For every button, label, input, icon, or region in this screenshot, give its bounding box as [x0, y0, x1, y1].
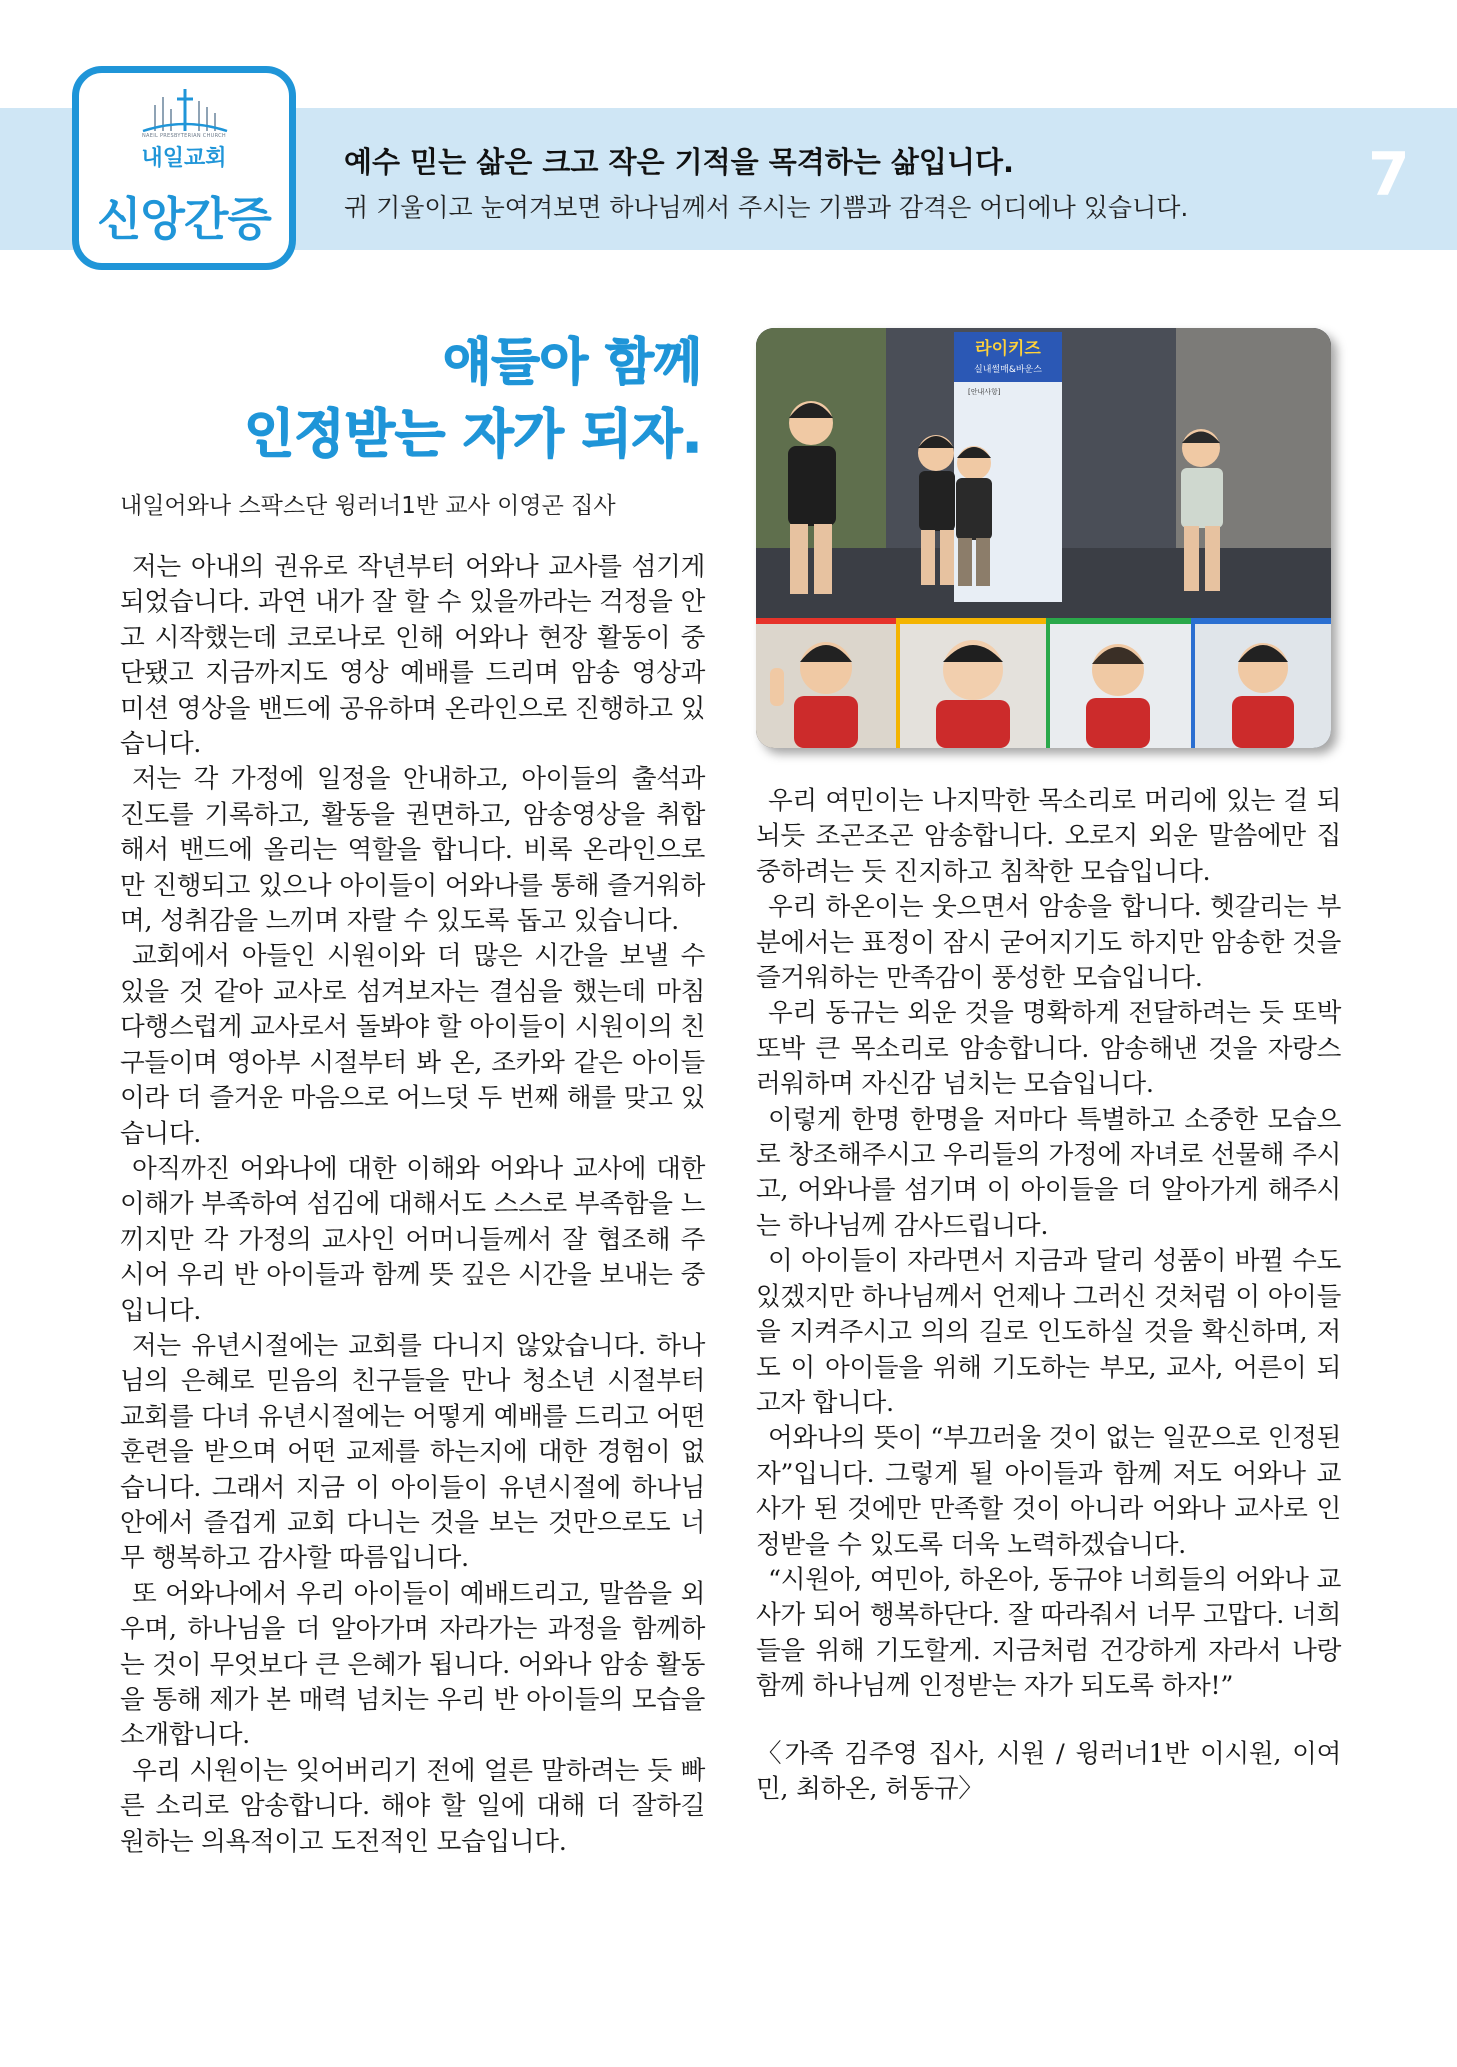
header-subheadline: 귀 기울이고 눈여겨보면 하나님께서 주시는 기쁨과 감격은 어디에나 있습니다. [344, 193, 1189, 222]
paragraph: 저는 아내의 권유로 작년부터 어와나 교사를 섬기게 되었습니다. 과연 내가 잘 할 수 있을까라는 걱정을 안고 시작했는데 코로나로 인해 어와나 현장 활동이 중단됐고 지금까지도 영상 예배를 드리며 암송 영상과 미션 영상을 밴드에 공유하며 온라인으로 진행하고 있습니다. [120, 552, 705, 760]
article-title-line1: 얘들아 함께 [443, 333, 702, 391]
paragraph: 또 어와나에서 우리 아이들이 예배드리고, 말씀을 외우며, 하나님을 더 알아가며 자라가는 과정을 함께하는 것이 무엇보다 큰 은혜가 됩니다. 어와나 암송 활동을 통해 제가 본 매력 넘치는 우리 반 아이들의 모습을 소개합니다. [120, 1578, 705, 1751]
article-byline: 내일어와나 스팍스단 윙러너1반 교사 이영곤 집사 [120, 493, 616, 519]
paragraph: 이렇게 한명 한명을 저마다 특별하고 소중한 모습으로 창조해주시고 우리들의 가정에 자녀로 선물해 주시고, 어와나를 섬기며 이 아이들을 더 알아가게 해주시는 하나님께 감사드립니다. [756, 1104, 1341, 1241]
church-subtitle: NAEIL PRESBYTERIAN CHURCH [141, 133, 226, 139]
paragraph: 이 아이들이 자라면서 지금과 달리 성품이 바뀔 수도 있겠지만 하나님께서 언제나 그러신 것처럼 이 아이들을 지켜주시고 의의 길로 인도하실 것을 확신하며, 저도 이 아이들을 위해 기도하는 부모, 교사, 어른이 되고자 합니다. [756, 1246, 1341, 1418]
article-right-column [756, 784, 1341, 1807]
article-left-column [120, 550, 705, 1860]
paragraph: 어와나의 뜻이 “부끄러울 것이 없는 일꾼으로 인정된 자”입니다. 그렇게 될 아이들과 함께 저도 어와나 교사가 된 것에만 만족할 것이 아니라 어와나 교사로 인정받을 수 있도록 더욱 노력하겠습니다. [756, 1423, 1341, 1560]
paragraph: 우리 하온이는 웃으면서 암송을 합니다. 헷갈리는 부분에서는 표정이 잠시 굳어지기도 하지만 암송한 것을 즐거워하는 만족감이 풍성한 모습입니다. [756, 892, 1341, 994]
child-portrait [1050, 624, 1191, 748]
page-number: 7 [1368, 140, 1410, 210]
paragraph: 저는 유년시절에는 교회를 다니지 않았습니다. 하나님의 은혜로 믿음의 친구들을 만나 청소년 시절부터 교회를 다녀 유년시절에는 어떻게 예배를 드리고 어떤 훈련을 받으며 어떤 교제를 하는지에 대한 경험이 없습니다. 그래서 지금 이 아이들이 유년시절에 하나님 안에서 즐겁게 교회 다니는 것을 보는 것만으로도 너무 행복하고 감사할 따름입니다. [120, 1330, 705, 1574]
paragraph: 우리 여민이는 나지막한 목소리로 머리에 있는 걸 되뇌듯 조곤조곤 암송합니다. 오로지 외운 말씀에만 집중하려는 듯 진지하고 침착한 모습입니다. [756, 786, 1341, 887]
child-portrait [1195, 624, 1331, 748]
church-skyline-icon [135, 87, 235, 135]
family-note: 〈가족 김주영 집사, 시원 / 윙러너1반 이시원, 이여민, 최하온, 허동규〉 [756, 1738, 1341, 1804]
paragraph: 저는 각 가정에 일정을 안내하고, 아이들의 출석과 진도를 기록하고, 활동을 권면하고, 암송영상을 취합해서 밴드에 올리는 역할을 합니다. 비록 온라인으로만 진행되고 있으나 아이들이 어와나를 통해 즐거워하며, 성취감을 느끼며 자랄 수 있도록 돕고 있습니다. [120, 764, 705, 937]
paragraph: “시원아, 여민아, 하온아, 동규야 너희들의 어와나 교사가 되어 행복하단다. 잘 따라줘서 너무 고맙다. 너희들을 위해 기도할게. 지금처럼 건강하게 자라서 나랑 함께 하나님께 인정받는 자가 되도록 하자!” [756, 1564, 1341, 1702]
child-portrait [756, 624, 896, 748]
paragraph: 아직까진 어와나에 대한 이해와 어와나 교사에 대한 이해가 부족하여 섬김에 대해서도 스스로 부족함을 느끼지만 각 가정의 교사인 어머니들께서 잘 협조해 주시어 우리 반 아이들과 함께 뜻 깊은 시간을 보내는 중입니다. [120, 1153, 705, 1326]
church-logo-box [72, 66, 296, 270]
photo-banner-title: 라이키즈 [975, 339, 1041, 359]
section-label: 신앙간증 [97, 192, 271, 246]
article-title-line2: 인정받는 자가 되자. [244, 405, 702, 465]
child-portrait [900, 624, 1046, 748]
paragraph: 우리 시원이는 잊어버리기 전에 얼른 말하려는 듯 빠른 소리로 암송합니다. 해야 할 일에 대해 더 잘하길 원하는 의욕적이고 도전적인 모습입니다. [120, 1755, 705, 1857]
paragraph: 교회에서 아들인 시원이와 더 많은 시간을 보낼 수 있을 것 같아 교사로 섬겨보자는 결심을 했는데 마침 다행스럽게 교사로서 돌봐야 할 아이들이 시원이의 친구들이며 영아부 시절부터 봐 온, 조카와 같은 아이들이라 더 즐거운 마음으로 어느덧 두 번째 해를 맞고 있습니다. [120, 941, 705, 1149]
children-photo-collage [756, 328, 1331, 748]
church-name: 내일교회 [141, 146, 227, 171]
photo-illustration [756, 328, 1331, 748]
photo-banner-subtitle: 실내썰매&바운스 [974, 365, 1042, 375]
header-headline: 예수 믿는 삶은 크고 작은 기적을 목격하는 삶입니다. [344, 145, 1014, 179]
photo-banner-notice: [안내사항] [968, 388, 1001, 396]
paragraph: 우리 동규는 외운 것을 명확하게 전달하려는 듯 또박또박 큰 목소리로 암송합니다. 암송해낸 것을 자랑스러워하며 자신감 넘치는 모습입니다. [756, 998, 1341, 1100]
